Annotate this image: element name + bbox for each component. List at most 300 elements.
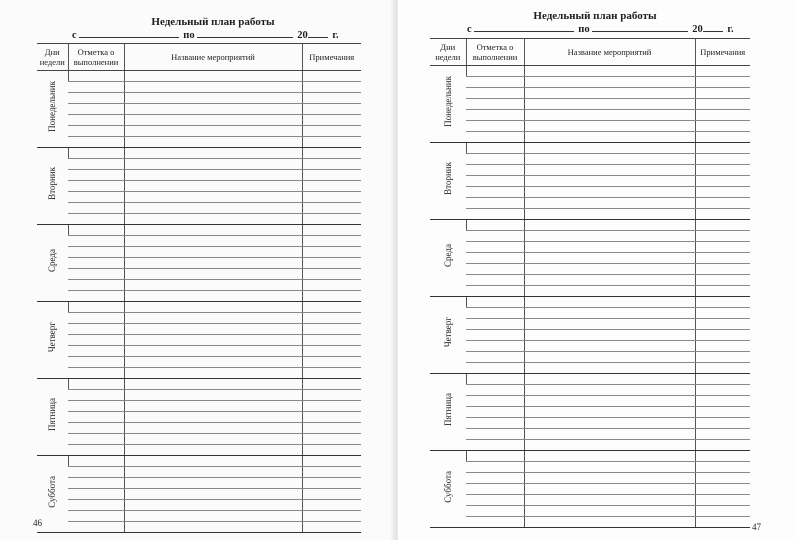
done-mark-cell[interactable] xyxy=(466,440,524,451)
activity-cell[interactable] xyxy=(124,456,302,467)
ruled-line-row xyxy=(37,478,361,489)
ruled-line-row xyxy=(37,126,361,137)
done-mark-cell[interactable] xyxy=(466,176,524,187)
done-mark-cell[interactable] xyxy=(68,445,124,456)
notes-cell[interactable] xyxy=(302,236,361,247)
notes-cell[interactable] xyxy=(695,385,750,396)
activity-cell[interactable] xyxy=(124,346,302,357)
notes-cell[interactable] xyxy=(302,467,361,478)
ruled-line-row xyxy=(430,396,750,407)
activity-cell[interactable] xyxy=(524,253,695,264)
done-mark-cell[interactable] xyxy=(466,110,524,121)
notes-cell[interactable] xyxy=(302,214,361,225)
activity-cell[interactable] xyxy=(524,297,695,308)
notes-cell[interactable] xyxy=(302,456,361,467)
done-mark-cell[interactable] xyxy=(466,352,524,363)
activity-cell[interactable] xyxy=(124,93,302,104)
done-mark-cell[interactable] xyxy=(466,154,524,165)
activity-cell[interactable] xyxy=(124,214,302,225)
notes-cell[interactable] xyxy=(302,324,361,335)
notes-cell[interactable] xyxy=(695,462,750,473)
notes-cell[interactable] xyxy=(695,363,750,374)
notes-cell[interactable] xyxy=(695,451,750,462)
activity-cell[interactable] xyxy=(524,143,695,154)
day-label-cell xyxy=(430,143,466,220)
notes-cell[interactable] xyxy=(695,165,750,176)
notes-cell[interactable] xyxy=(695,110,750,121)
activity-cell[interactable] xyxy=(524,121,695,132)
done-mark-cell[interactable] xyxy=(466,220,524,231)
activity-cell[interactable] xyxy=(124,181,302,192)
notes-cell[interactable] xyxy=(695,275,750,286)
notes-cell[interactable] xyxy=(695,286,750,297)
ruled-line-row xyxy=(430,418,750,429)
notes-cell[interactable] xyxy=(695,154,750,165)
done-mark-cell[interactable] xyxy=(68,159,124,170)
done-mark-cell[interactable] xyxy=(466,396,524,407)
done-mark-cell[interactable] xyxy=(68,269,124,280)
done-mark-cell[interactable] xyxy=(466,209,524,220)
activity-cell[interactable] xyxy=(124,313,302,324)
page-number: 46 xyxy=(33,518,42,528)
done-mark-cell[interactable] xyxy=(68,434,124,445)
ruled-line-row xyxy=(37,511,361,522)
activity-cell[interactable] xyxy=(124,71,302,82)
ruled-line-row xyxy=(430,132,750,143)
activity-cell[interactable] xyxy=(124,500,302,511)
right-page xyxy=(398,0,795,540)
day-label-cell xyxy=(37,379,68,456)
notes-cell[interactable] xyxy=(302,247,361,258)
done-mark-cell[interactable] xyxy=(68,137,124,148)
ruled-line-row xyxy=(430,517,750,528)
activity-cell[interactable] xyxy=(124,126,302,137)
activity-cell[interactable] xyxy=(524,275,695,286)
notes-cell[interactable] xyxy=(695,88,750,99)
ruled-line-row xyxy=(37,423,361,434)
notes-cell[interactable] xyxy=(302,291,361,302)
notes-cell[interactable] xyxy=(302,71,361,82)
notes-cell[interactable] xyxy=(695,374,750,385)
activity-cell[interactable] xyxy=(524,341,695,352)
date-from-blank xyxy=(79,28,179,38)
notes-cell[interactable] xyxy=(695,66,750,77)
notes-cell[interactable] xyxy=(302,280,361,291)
activity-cell[interactable] xyxy=(124,148,302,159)
notes-cell[interactable] xyxy=(695,319,750,330)
done-mark-cell[interactable] xyxy=(466,385,524,396)
notes-cell[interactable] xyxy=(302,445,361,456)
done-mark-cell[interactable] xyxy=(466,143,524,154)
notes-cell[interactable] xyxy=(302,357,361,368)
ruled-line-row xyxy=(37,93,361,104)
date-from-blank xyxy=(474,22,574,32)
activity-cell[interactable] xyxy=(524,132,695,143)
done-mark-cell[interactable] xyxy=(466,374,524,385)
notes-cell[interactable] xyxy=(302,511,361,522)
activity-cell[interactable] xyxy=(124,236,302,247)
notes-cell[interactable] xyxy=(302,82,361,93)
activity-cell[interactable] xyxy=(524,242,695,253)
activity-cell[interactable] xyxy=(524,440,695,451)
activity-cell[interactable] xyxy=(124,280,302,291)
done-mark-cell[interactable] xyxy=(68,115,124,126)
done-mark-cell[interactable] xyxy=(68,236,124,247)
ruled-line-row xyxy=(37,148,361,159)
activity-cell[interactable] xyxy=(524,99,695,110)
notes-cell[interactable] xyxy=(302,313,361,324)
done-mark-cell[interactable] xyxy=(466,407,524,418)
done-mark-cell[interactable] xyxy=(68,181,124,192)
notes-cell[interactable] xyxy=(695,308,750,319)
ruled-line-row xyxy=(430,209,750,220)
done-mark-cell[interactable] xyxy=(68,456,124,467)
ruled-line-row xyxy=(37,302,361,313)
activity-cell[interactable] xyxy=(124,489,302,500)
activity-cell[interactable] xyxy=(124,357,302,368)
done-mark-cell[interactable] xyxy=(466,495,524,506)
notes-cell[interactable] xyxy=(695,132,750,143)
activity-cell[interactable] xyxy=(524,407,695,418)
done-mark-cell[interactable] xyxy=(68,82,124,93)
activity-cell[interactable] xyxy=(124,225,302,236)
ruled-line-row xyxy=(37,390,361,401)
notes-cell[interactable] xyxy=(302,104,361,115)
notes-cell[interactable] xyxy=(695,407,750,418)
activity-cell[interactable] xyxy=(524,220,695,231)
year-prefix: 20 xyxy=(692,24,703,35)
done-mark-cell[interactable] xyxy=(68,258,124,269)
done-mark-cell[interactable] xyxy=(68,324,124,335)
notes-cell[interactable] xyxy=(302,379,361,390)
activity-cell[interactable] xyxy=(124,335,302,346)
activity-cell[interactable] xyxy=(524,165,695,176)
done-mark-cell[interactable] xyxy=(68,71,124,82)
done-mark-cell[interactable] xyxy=(68,170,124,181)
notes-cell[interactable] xyxy=(302,522,361,533)
activity-cell[interactable] xyxy=(524,385,695,396)
done-mark-cell[interactable] xyxy=(68,346,124,357)
notes-cell[interactable] xyxy=(302,302,361,313)
done-mark-cell[interactable] xyxy=(466,484,524,495)
notes-cell[interactable] xyxy=(695,220,750,231)
ruled-line-row xyxy=(430,319,750,330)
activity-cell[interactable] xyxy=(524,77,695,88)
notes-cell[interactable] xyxy=(302,126,361,137)
ruled-line-row xyxy=(37,313,361,324)
activity-cell[interactable] xyxy=(124,115,302,126)
ruled-line-row xyxy=(430,154,750,165)
done-mark-cell[interactable] xyxy=(68,401,124,412)
done-mark-cell[interactable] xyxy=(466,231,524,242)
activity-cell[interactable] xyxy=(124,203,302,214)
notes-cell[interactable] xyxy=(302,346,361,357)
notes-cell[interactable] xyxy=(302,368,361,379)
done-mark-cell[interactable] xyxy=(68,313,124,324)
table-header-row xyxy=(37,44,361,71)
done-mark-cell[interactable] xyxy=(466,418,524,429)
notes-cell[interactable] xyxy=(695,352,750,363)
ruled-line-row xyxy=(37,434,361,445)
done-mark-cell[interactable] xyxy=(466,517,524,528)
activity-cell[interactable] xyxy=(124,412,302,423)
day-name: Понедельник xyxy=(47,81,58,132)
activity-cell[interactable] xyxy=(124,291,302,302)
activity-cell[interactable] xyxy=(524,363,695,374)
notes-cell[interactable] xyxy=(302,170,361,181)
activity-cell[interactable] xyxy=(524,264,695,275)
done-mark-cell[interactable] xyxy=(68,390,124,401)
notes-cell[interactable] xyxy=(302,335,361,346)
activity-cell[interactable] xyxy=(124,445,302,456)
notes-cell[interactable] xyxy=(695,484,750,495)
ruled-line-row xyxy=(37,181,361,192)
notes-cell[interactable] xyxy=(695,77,750,88)
done-mark-cell[interactable] xyxy=(466,429,524,440)
notes-cell[interactable] xyxy=(302,159,361,170)
notes-cell[interactable] xyxy=(695,143,750,154)
day-label-cell xyxy=(430,451,466,528)
header-notes: Примечания xyxy=(695,39,750,66)
ruled-line-row xyxy=(37,412,361,423)
done-mark-cell[interactable] xyxy=(68,522,124,533)
notes-cell[interactable] xyxy=(695,187,750,198)
notes-cell[interactable] xyxy=(302,258,361,269)
activity-cell[interactable] xyxy=(524,517,695,528)
done-mark-cell[interactable] xyxy=(68,126,124,137)
notes-cell[interactable] xyxy=(302,181,361,192)
done-mark-cell[interactable] xyxy=(466,462,524,473)
activity-cell[interactable] xyxy=(524,506,695,517)
notes-cell[interactable] xyxy=(302,192,361,203)
notes-cell[interactable] xyxy=(695,297,750,308)
activity-cell[interactable] xyxy=(124,104,302,115)
done-mark-cell[interactable] xyxy=(68,489,124,500)
done-mark-cell[interactable] xyxy=(68,511,124,522)
ruled-line-row xyxy=(430,429,750,440)
notes-cell[interactable] xyxy=(695,231,750,242)
activity-cell[interactable] xyxy=(124,82,302,93)
activity-cell[interactable] xyxy=(124,170,302,181)
activity-cell[interactable] xyxy=(124,192,302,203)
done-mark-cell[interactable] xyxy=(466,165,524,176)
year-prefix: 20 xyxy=(297,30,308,41)
activity-cell[interactable] xyxy=(524,88,695,99)
done-mark-cell[interactable] xyxy=(466,242,524,253)
notes-cell[interactable] xyxy=(695,176,750,187)
activity-cell[interactable] xyxy=(124,522,302,533)
notes-cell[interactable] xyxy=(302,390,361,401)
ruled-line-row xyxy=(37,203,361,214)
activity-cell[interactable] xyxy=(524,198,695,209)
ruled-line-row xyxy=(430,253,750,264)
notes-cell[interactable] xyxy=(695,198,750,209)
notes-cell[interactable] xyxy=(302,478,361,489)
notes-cell[interactable] xyxy=(695,396,750,407)
activity-cell[interactable] xyxy=(124,478,302,489)
activity-cell[interactable] xyxy=(524,319,695,330)
notes-cell[interactable] xyxy=(302,489,361,500)
activity-cell[interactable] xyxy=(524,176,695,187)
notes-cell[interactable] xyxy=(302,412,361,423)
notes-cell[interactable] xyxy=(695,473,750,484)
notes-cell[interactable] xyxy=(302,148,361,159)
done-mark-cell[interactable] xyxy=(466,187,524,198)
notes-cell[interactable] xyxy=(302,500,361,511)
activity-cell[interactable] xyxy=(524,110,695,121)
done-mark-cell[interactable] xyxy=(466,341,524,352)
date-range-line xyxy=(72,28,339,41)
done-mark-cell[interactable] xyxy=(68,247,124,258)
done-mark-cell[interactable] xyxy=(466,297,524,308)
done-mark-cell[interactable] xyxy=(68,500,124,511)
activity-cell[interactable] xyxy=(124,434,302,445)
ruled-line-row xyxy=(37,379,361,390)
activity-cell[interactable] xyxy=(524,330,695,341)
notes-cell[interactable] xyxy=(695,330,750,341)
activity-cell[interactable] xyxy=(124,379,302,390)
notes-cell[interactable] xyxy=(302,225,361,236)
activity-cell[interactable] xyxy=(524,418,695,429)
done-mark-cell[interactable] xyxy=(466,198,524,209)
notes-cell[interactable] xyxy=(695,440,750,451)
activity-cell[interactable] xyxy=(124,247,302,258)
activity-cell[interactable] xyxy=(524,209,695,220)
done-mark-cell[interactable] xyxy=(466,264,524,275)
activity-cell[interactable] xyxy=(124,467,302,478)
done-mark-cell[interactable] xyxy=(68,423,124,434)
done-mark-cell[interactable] xyxy=(466,121,524,132)
notes-cell[interactable] xyxy=(302,269,361,280)
done-mark-cell[interactable] xyxy=(68,93,124,104)
activity-cell[interactable] xyxy=(124,324,302,335)
done-mark-cell[interactable] xyxy=(68,291,124,302)
activity-cell[interactable] xyxy=(124,368,302,379)
notes-cell[interactable] xyxy=(695,99,750,110)
notes-cell[interactable] xyxy=(695,495,750,506)
done-mark-cell[interactable] xyxy=(68,478,124,489)
notes-cell[interactable] xyxy=(695,253,750,264)
day-name: Вторник xyxy=(442,162,453,195)
done-mark-cell[interactable] xyxy=(68,203,124,214)
done-mark-cell[interactable] xyxy=(466,473,524,484)
done-mark-cell[interactable] xyxy=(466,66,524,77)
done-mark-cell[interactable] xyxy=(466,308,524,319)
notes-cell[interactable] xyxy=(695,242,750,253)
activity-cell[interactable] xyxy=(124,258,302,269)
done-mark-cell[interactable] xyxy=(68,225,124,236)
notes-cell[interactable] xyxy=(695,121,750,132)
done-mark-cell[interactable] xyxy=(68,467,124,478)
notes-cell[interactable] xyxy=(302,434,361,445)
notes-cell[interactable] xyxy=(695,418,750,429)
notes-cell[interactable] xyxy=(302,93,361,104)
notes-cell[interactable] xyxy=(302,423,361,434)
ruled-line-row xyxy=(37,71,361,82)
notes-cell[interactable] xyxy=(302,203,361,214)
activity-cell[interactable] xyxy=(524,396,695,407)
activity-cell[interactable] xyxy=(524,374,695,385)
done-mark-cell[interactable] xyxy=(68,357,124,368)
activity-cell[interactable] xyxy=(524,231,695,242)
activity-cell[interactable] xyxy=(124,390,302,401)
activity-cell[interactable] xyxy=(524,66,695,77)
done-mark-cell[interactable] xyxy=(466,286,524,297)
activity-cell[interactable] xyxy=(524,154,695,165)
done-mark-cell[interactable] xyxy=(68,302,124,313)
done-mark-cell[interactable] xyxy=(466,363,524,374)
ruled-line-row xyxy=(37,192,361,203)
notes-cell[interactable] xyxy=(302,137,361,148)
activity-cell[interactable] xyxy=(524,352,695,363)
notes-cell[interactable] xyxy=(695,209,750,220)
day-label-cell xyxy=(37,71,68,148)
activity-cell[interactable] xyxy=(524,451,695,462)
activity-cell[interactable] xyxy=(124,269,302,280)
ruled-line-row xyxy=(37,159,361,170)
done-mark-cell[interactable] xyxy=(466,451,524,462)
activity-cell[interactable] xyxy=(124,302,302,313)
notes-cell[interactable] xyxy=(695,517,750,528)
notes-cell[interactable] xyxy=(695,506,750,517)
ruled-line-row xyxy=(37,291,361,302)
done-mark-cell[interactable] xyxy=(466,132,524,143)
notes-cell[interactable] xyxy=(695,341,750,352)
done-mark-cell[interactable] xyxy=(466,319,524,330)
done-mark-cell[interactable] xyxy=(466,253,524,264)
done-mark-cell[interactable] xyxy=(466,330,524,341)
ruled-line-row xyxy=(37,324,361,335)
activity-cell[interactable] xyxy=(524,308,695,319)
activity-cell[interactable] xyxy=(524,495,695,506)
activity-cell[interactable] xyxy=(124,159,302,170)
done-mark-cell[interactable] xyxy=(68,280,124,291)
activity-cell[interactable] xyxy=(524,429,695,440)
notes-cell[interactable] xyxy=(695,264,750,275)
activity-cell[interactable] xyxy=(124,511,302,522)
activity-cell[interactable] xyxy=(124,401,302,412)
done-mark-cell[interactable] xyxy=(466,275,524,286)
notes-cell[interactable] xyxy=(302,115,361,126)
done-mark-cell[interactable] xyxy=(68,412,124,423)
ruled-line-row xyxy=(430,286,750,297)
done-mark-cell[interactable] xyxy=(466,77,524,88)
ruled-line-row xyxy=(37,346,361,357)
done-mark-cell[interactable] xyxy=(68,379,124,390)
date-to-prefix: по xyxy=(578,24,590,35)
activity-cell[interactable] xyxy=(524,462,695,473)
done-mark-cell[interactable] xyxy=(466,506,524,517)
done-mark-cell[interactable] xyxy=(466,99,524,110)
done-mark-cell[interactable] xyxy=(68,104,124,115)
activity-cell[interactable] xyxy=(524,484,695,495)
done-mark-cell[interactable] xyxy=(68,335,124,346)
activity-cell[interactable] xyxy=(524,187,695,198)
activity-cell[interactable] xyxy=(524,286,695,297)
done-mark-cell[interactable] xyxy=(466,88,524,99)
done-mark-cell[interactable] xyxy=(68,148,124,159)
activity-cell[interactable] xyxy=(124,423,302,434)
done-mark-cell[interactable] xyxy=(68,214,124,225)
notes-cell[interactable] xyxy=(302,401,361,412)
activity-cell[interactable] xyxy=(124,137,302,148)
done-mark-cell[interactable] xyxy=(68,368,124,379)
notes-cell[interactable] xyxy=(695,429,750,440)
done-mark-cell[interactable] xyxy=(68,192,124,203)
activity-cell[interactable] xyxy=(524,473,695,484)
ruled-line-row xyxy=(37,269,361,280)
ruled-line-row xyxy=(430,77,750,88)
